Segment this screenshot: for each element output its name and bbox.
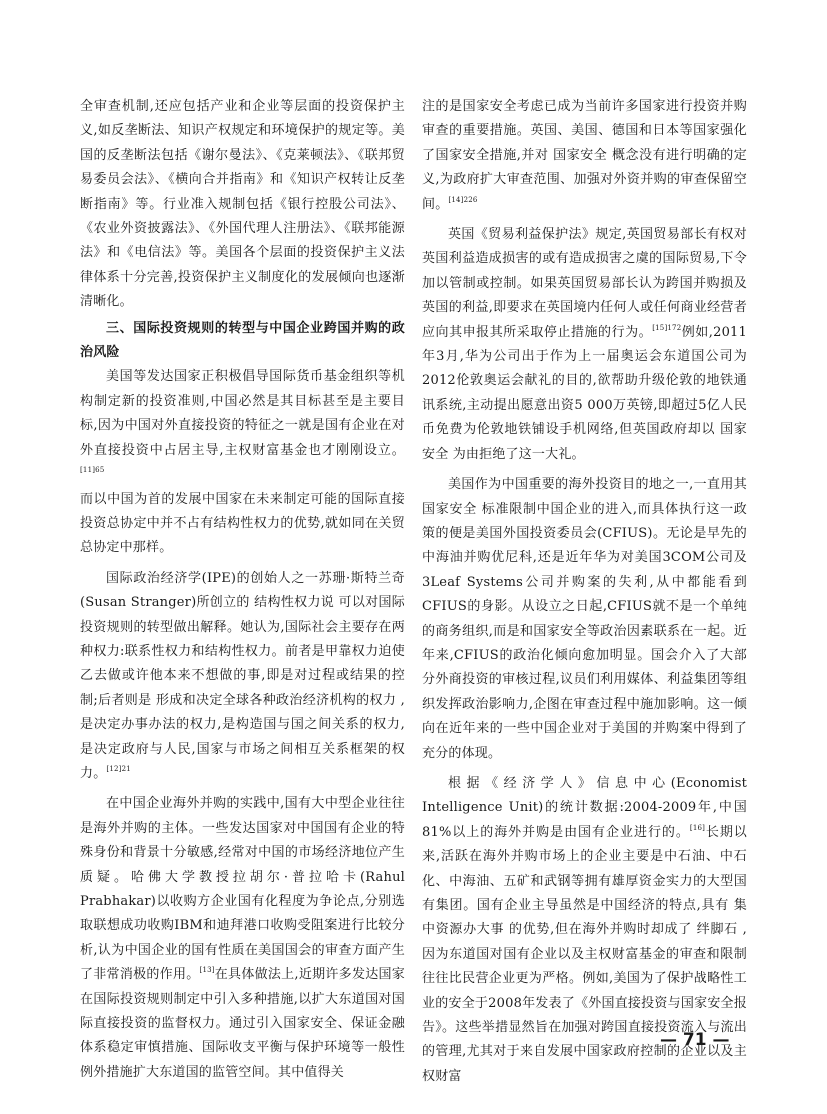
paragraph-text: 根据《经济学人》信息中心(Economist Intelligence Unit)的统计数据:2004-2009年,中国81%以上的海外并购是由国有企业进行的。: [422, 775, 747, 840]
paragraph-text: 英国《贸易利益保护法》规定,英国贸易部长有权对英国利益造成损害的或有造成损害之虞的国际贸易,下令加以管制或控制。如果英国贸易部长认为跨国并购损及英国的利益,即要求在英国境内任何人或任何商业经营者应向其申报其所采取停止措施的行为。: [422, 227, 747, 340]
paragraph: [80, 792, 405, 1085]
citation-ref: [11]65: [80, 466, 105, 475]
paragraph-text: 全审查机制,还应包括产业和企业等层面的投资保护主义,如反垄断法、知识产权规定和环境保护的规定等。美国的反垄断法包括《谢尔曼法》、《克莱顿法》、《联邦贸易委员会法》、《横向合并指南》和《知识产权转让反垄断指南》等。行业准入规制包括《银行控股公司法》、《农业外资披露法》、《外国代理人注册法》、《联邦能源法》和《电信法》等。美国各个层面的投资保护主义法律体系十分完善,投资保护主义制度化的发展倾向也逐渐清晰化。: [80, 99, 405, 310]
paragraph: [422, 95, 747, 217]
paragraph-continuation: [80, 488, 405, 561]
citation-ref: [13]: [199, 966, 215, 975]
paragraph-text: 长期以来,活跃在海外并购市场上的企业主要是中石油、中石化、中海油、五矿和武钢等拥有雄厚资金实力的大型国有集团。国有企业主导虽然是中国经济的特点,具有 集中资源办大事 的优势,但在海外并购时却成了 绊脚石 ,因为东道国对国有企业以及主权财富基金的审查和限制往往比民营企业更为严格。例如,美国为了保护战略性工业的安全于2008年发表了《外国直接投资与国家安全报告》。这些举措显然旨在加强对跨国直接投资流入与流出的管理,尤其对于来自发展中国家政府控制的企业以及主权财富: [422, 824, 747, 1084]
citation-ref: [16]: [689, 823, 706, 832]
paragraph: [422, 473, 747, 766]
paragraph: [80, 365, 405, 487]
paragraph: [80, 95, 405, 315]
paragraph-text: 在中国企业海外并购的实践中,国有大中型企业往往是海外并购的主体。一些发达国家对中国国有企业的特殊身份和背景十分敏感,经常对中国的市场经济地位产生质疑。哈佛大学教授拉胡尔·普拉哈卡(Rahul Prabhakar)以收购方企业国有化程度为争论点,分别选取联想成功收购IBM和迪拜港口收购受阻案进行比较分析,认为中国企业的国有性质在美国国会的审查方面产生了非常消极的作用。: [80, 796, 405, 983]
section-heading: 三、国际投资规则的转型与中国企业跨国并购的政治风险: [80, 320, 405, 361]
paragraph-text: 美国作为中国重要的海外投资目的地之一,一直用其 国家安全 标准限制中国企业的进入,而具体执行这一政策的便是美国外国投资委员会(CFIUS)。无论是早先的中海油并购优尼科,还是近年华为对美国3COM公司及3Leaf Systems公司并购案的失利,从中都能看到CFIUS的身影。从设立之日起,CFIUS就不是一个单纯的商务组织,而是和国家安全等政治因素联系在一起。近年来,CFIUS的政治化倾向愈加明显。国会介入了大部分外商投资的审核过程,议员们利用媒体、利益集团等组织发挥政治影响力,企图在审查过程中施加影响。这一倾向在近年来的一些中国企业对于美国的并购案中得到了充分的体现。: [422, 477, 747, 761]
paragraph-text: 美国等发达国家正积极倡导国际货币基金组织等机构制定新的投资准则,中国必然是其目标甚至是主要目标,因为中国对外直接投资的特征之一就是国有企业在对外直接投资中占居主导,主权财富基金也才刚刚设立。: [80, 369, 405, 458]
paragraph: [422, 223, 747, 467]
paragraph-text: 在具体做法上,近期许多发达国家在国际投资规则制定中引入多种措施,以扩大东道国对国际直接投资的监督权力。通过引入国家安全、保证金融体系稳定审慎措施、国际收支平衡与保护环境等一般性例外措施扩大东道国的监管空间。其中值得关: [80, 967, 405, 1080]
paragraph-text: 注的是国家安全考虑已成为当前许多国家进行投资并购审查的重要措施。英国、美国、德国和日本等国家强化了国家安全措施,并对 国家安全 概念没有进行明确的定义,为政府扩大审查范围、加强对外资并购的审查保留空间。: [422, 99, 747, 212]
left-column: [80, 95, 405, 1085]
right-column: [422, 95, 747, 1089]
paragraph-text: 而以中国为首的发展中国家在未来制定可能的国际直接投资总协定中并不占有结构性权力的优势,就如同在关贸总协定中那样。: [80, 491, 405, 556]
page-number: — 71 —: [660, 1030, 730, 1050]
citation-ref: [15]172: [652, 323, 682, 332]
paragraph-text: 国际政治经济学(IPE)的创始人之一苏珊·斯特兰奇(Susan Stranger)所创立的 结构性权力说 可以对国际投资规则的转型做出解释。她认为,国际社会主要存在两种权力:联系性权力和结构性权力。前者是甲靠权力迫使乙去做或许他本来不想做的事,即是对过程或结果的控制;后者则是 形成和决定全球各种政治经济机构的权力 ,是决定办事办法的权力,是构造国与国之间关系的权力,是决定政府与人民,国家与市场之间相互关系框架的权力。: [80, 570, 405, 781]
citation-ref: [12]21: [106, 764, 131, 773]
citation-ref: [14]226: [448, 195, 478, 204]
paragraph: [80, 567, 405, 787]
paragraph-text: 例如,2011年3月,华为公司出于作为上一届奥运会东道国公司为2012伦敦奥运会献礼的目的,欲帮助升级伦敦的地铁通讯系统,主动提出愿意出资5 000万英镑,即超过5亿人民币免费为伦敦地铁铺设手机网络,但英国政府却以 国家安全 为由拒绝了这一大礼。: [422, 324, 748, 462]
